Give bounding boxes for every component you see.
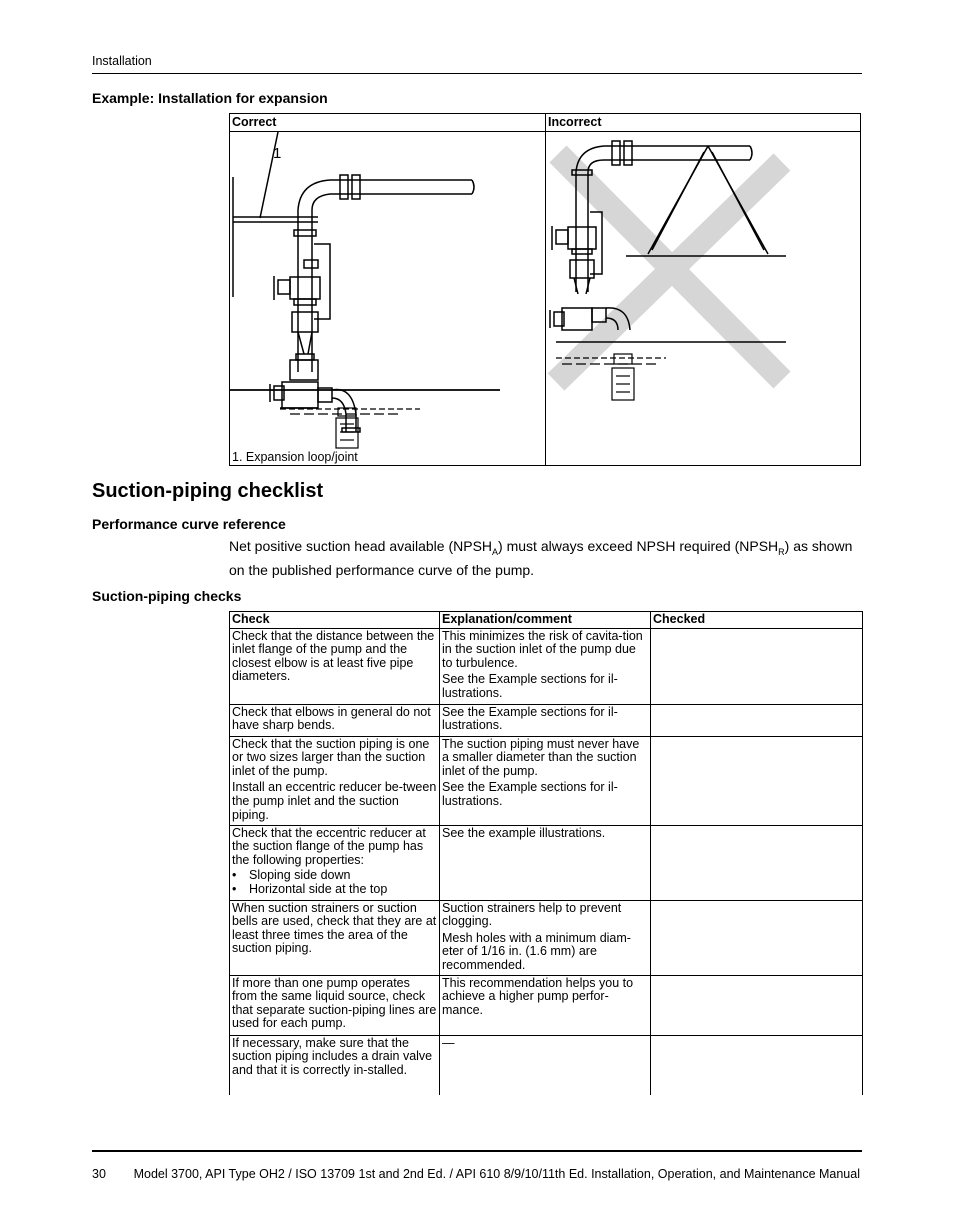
incorrect-installation-illustration: [546, 132, 860, 450]
explanation-cell: This recommendation helps you to achieve a higher pump perfor-mance.: [440, 975, 651, 1035]
footer-title: Model 3700, API Type OH2 / ISO 13709 1st and 2nd Ed. / API 610 8/9/10/11th Ed. Installation, Operation, and Maintenance Manual: [133, 1167, 860, 1181]
table-row: [230, 704, 863, 736]
table-row: [230, 736, 863, 825]
column-header-checked: Checked: [651, 612, 863, 629]
checked-cell[interactable]: [651, 825, 863, 900]
table-row: [230, 825, 863, 900]
page-number: 30: [92, 1167, 106, 1181]
list-item: • Sloping side down: [232, 869, 438, 883]
check-cell: If necessary, make sure that the suction piping includes a drain valve and that it is correctly in-stalled.: [230, 1035, 440, 1095]
figure-caption: 1. Expansion loop/joint: [232, 450, 358, 464]
check-cell: Check that the suction piping is one or two sizes larger than the suction inlet of the pump. Install an eccentric reducer be-tween the pump inlet and the suction piping.: [230, 736, 440, 825]
running-header: Installation: [92, 54, 152, 68]
correct-column-header: Correct: [232, 115, 277, 129]
checked-cell[interactable]: [651, 975, 863, 1035]
checklist-heading: Suction-piping checklist: [92, 480, 324, 502]
checked-cell[interactable]: [651, 1035, 863, 1095]
suction-checks-table: [229, 611, 863, 1095]
table-header-row: [230, 612, 863, 629]
check-cell: When suction strainers or suction bells are used, check that they are at least three times the area of the suction piping.: [230, 900, 440, 975]
list-item: • Horizontal side at the top: [232, 883, 438, 897]
expansion-figure-table: [229, 113, 861, 466]
table-row: [230, 628, 863, 704]
callout-1: 1: [273, 145, 282, 162]
explanation-cell: See the example illustrations.: [440, 825, 651, 900]
explanation-cell: Suction strainers help to prevent clogging. Mesh holes with a minimum diam-eter of 1/16 in. (1.6 mm) are recommended.: [440, 900, 651, 975]
explanation-cell: The suction piping must never have a smaller diameter than the suction inlet of the pump. See the Example sections for il-lustrations.: [440, 736, 651, 825]
column-header-check: Check: [230, 612, 440, 629]
explanation-cell: —: [440, 1035, 651, 1095]
correct-installation-illustration: [230, 132, 544, 450]
footer-rule: [92, 1150, 862, 1152]
checked-cell[interactable]: [651, 704, 863, 736]
performance-curve-heading: Performance curve reference: [92, 516, 286, 532]
column-header-explanation: Explanation/comment: [440, 612, 651, 629]
checked-cell[interactable]: [651, 736, 863, 825]
npsh-paragraph: Net positive suction head available $(NPSH_A)$ must always exceed NPSH required $(NPSH_R)$ as shown on the published performance curve of the pump.: [229, 538, 853, 578]
header-rule: [92, 73, 862, 74]
checked-cell[interactable]: [651, 628, 863, 704]
reducer-properties-list: [232, 869, 438, 896]
check-cell: If more than one pump operates from the same liquid source, check that separate suction-piping lines are used for each pump.: [230, 975, 440, 1035]
checked-cell[interactable]: [651, 900, 863, 975]
explanation-cell: This minimizes the risk of cavita-tion in the suction inlet of the pump due to turbulence. See the Example sections for il-lustrations.: [440, 628, 651, 704]
table-row: [230, 975, 863, 1035]
expansion-heading: Example: Installation for expansion: [92, 90, 328, 106]
table-row: [230, 900, 863, 975]
incorrect-column-header: Incorrect: [548, 115, 602, 129]
check-cell: Check that the distance between the inlet flange of the pump and the closest elbow is at least five pipe diameters.: [230, 628, 440, 704]
check-cell: Check that elbows in general do not have sharp bends.: [230, 704, 440, 736]
table-row: [230, 1035, 863, 1095]
explanation-cell: See the Example sections for il-lustrations.: [440, 704, 651, 736]
check-cell: Check that the eccentric reducer at the suction flange of the pump has the following properties: • Sloping side down • Horizontal side at the top: [230, 825, 440, 900]
suction-checks-heading: Suction-piping checks: [92, 588, 242, 604]
